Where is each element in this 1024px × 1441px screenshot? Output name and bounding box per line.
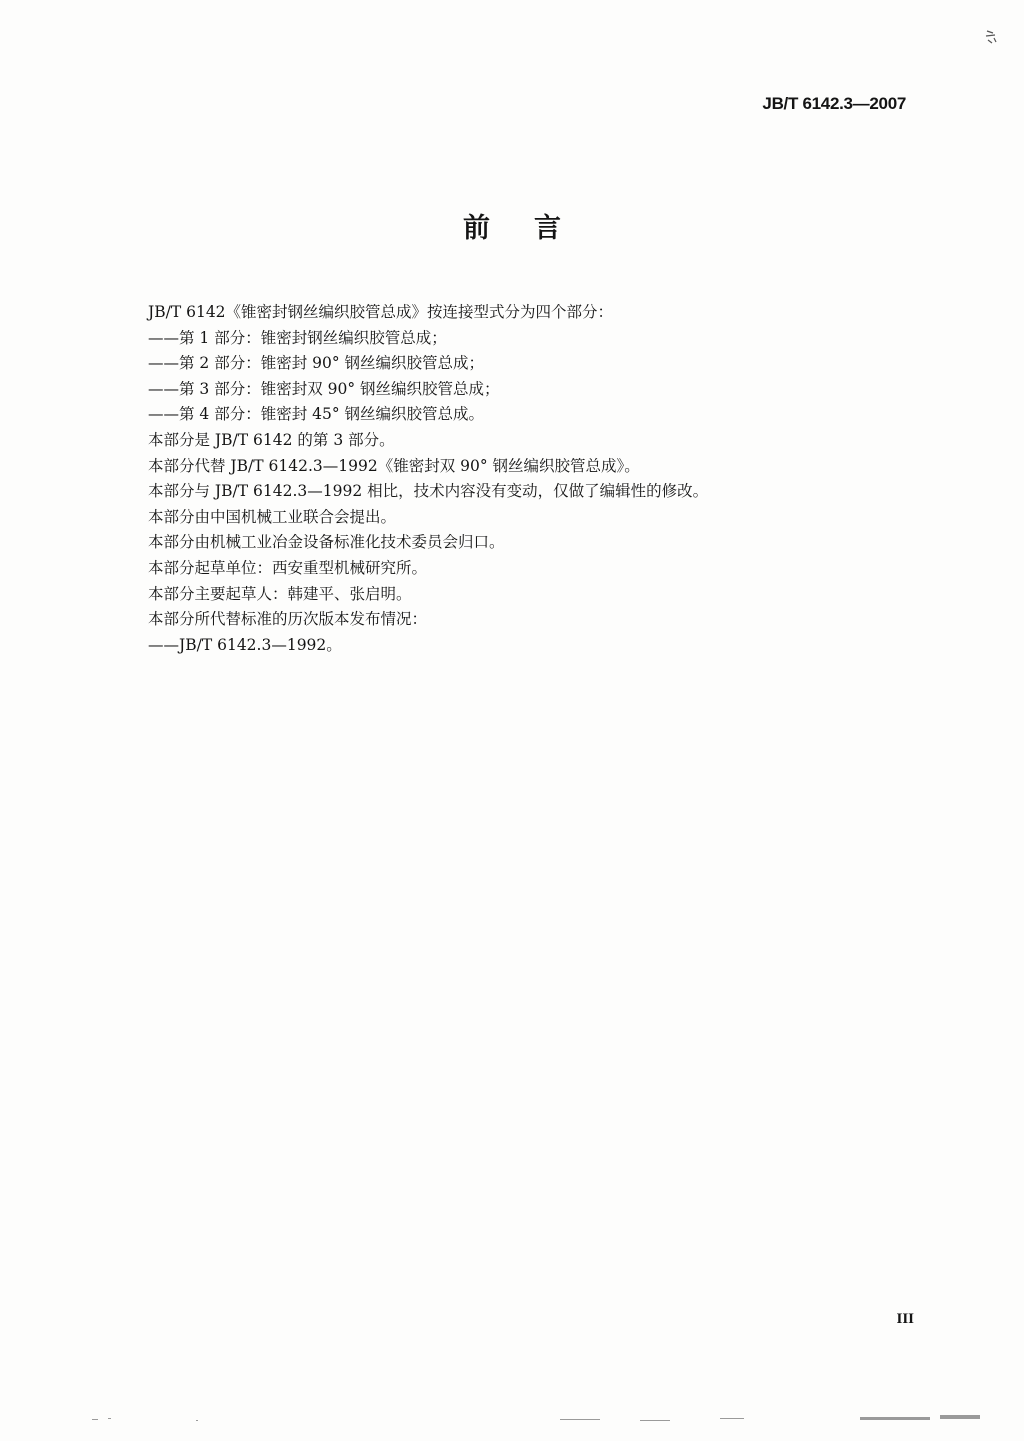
body-line-history-intro: 本部分所代替标准的历次版本发布情况： <box>148 610 428 629</box>
body-line-history-item: ——JB/T 6142.3—1992。 <box>148 635 342 654</box>
body-line-part-1: ——第 1 部分：锥密封钢丝编织胶管总成； <box>148 328 447 347</box>
body-line-proposed-by: 本部分由中国机械工业联合会提出。 <box>148 507 397 526</box>
body-line-comparison: 本部分与 JB/T 6142.3—1992 相比，技术内容没有变动，仅做了编辑性的修改。 <box>148 482 709 501</box>
page-title: 前言 <box>463 213 605 244</box>
body-line-drafters: 本部分主要起草人：韩建平、张启明。 <box>148 584 412 603</box>
page-number: III <box>896 1311 914 1327</box>
standard-code: JB/T 6142.3—2007 <box>762 94 906 113</box>
foreword-body <box>148 300 888 658</box>
body-line-part-3: ——第 3 部分：锥密封双 90° 钢丝编织胶管总成； <box>148 379 500 398</box>
body-line-parts-intro: JB/T 6142《锥密封钢丝编织胶管总成》按连接型式分为四个部分： <box>148 303 614 321</box>
scan-speck-icon <box>984 28 998 46</box>
body-line-centralized-by: 本部分由机械工业冶金设备标准化技术委员会归口。 <box>148 533 505 552</box>
body-line-this-part: 本部分是 JB/T 6142 的第 3 部分。 <box>148 430 395 449</box>
body-line-replaces: 本部分代替 JB/T 6142.3—1992《锥密封双 90° 钢丝编织胶管总成》。 <box>148 456 640 475</box>
body-line-part-4: ——第 4 部分：锥密封 45° 钢丝编织胶管总成。 <box>148 405 485 424</box>
body-line-part-2: ——第 2 部分：锥密封 90° 钢丝编织胶管总成； <box>148 354 485 373</box>
scan-edge-noise <box>0 1409 1024 1429</box>
body-line-drafting-unit: 本部分起草单位：西安重型机械研究所。 <box>148 558 428 577</box>
